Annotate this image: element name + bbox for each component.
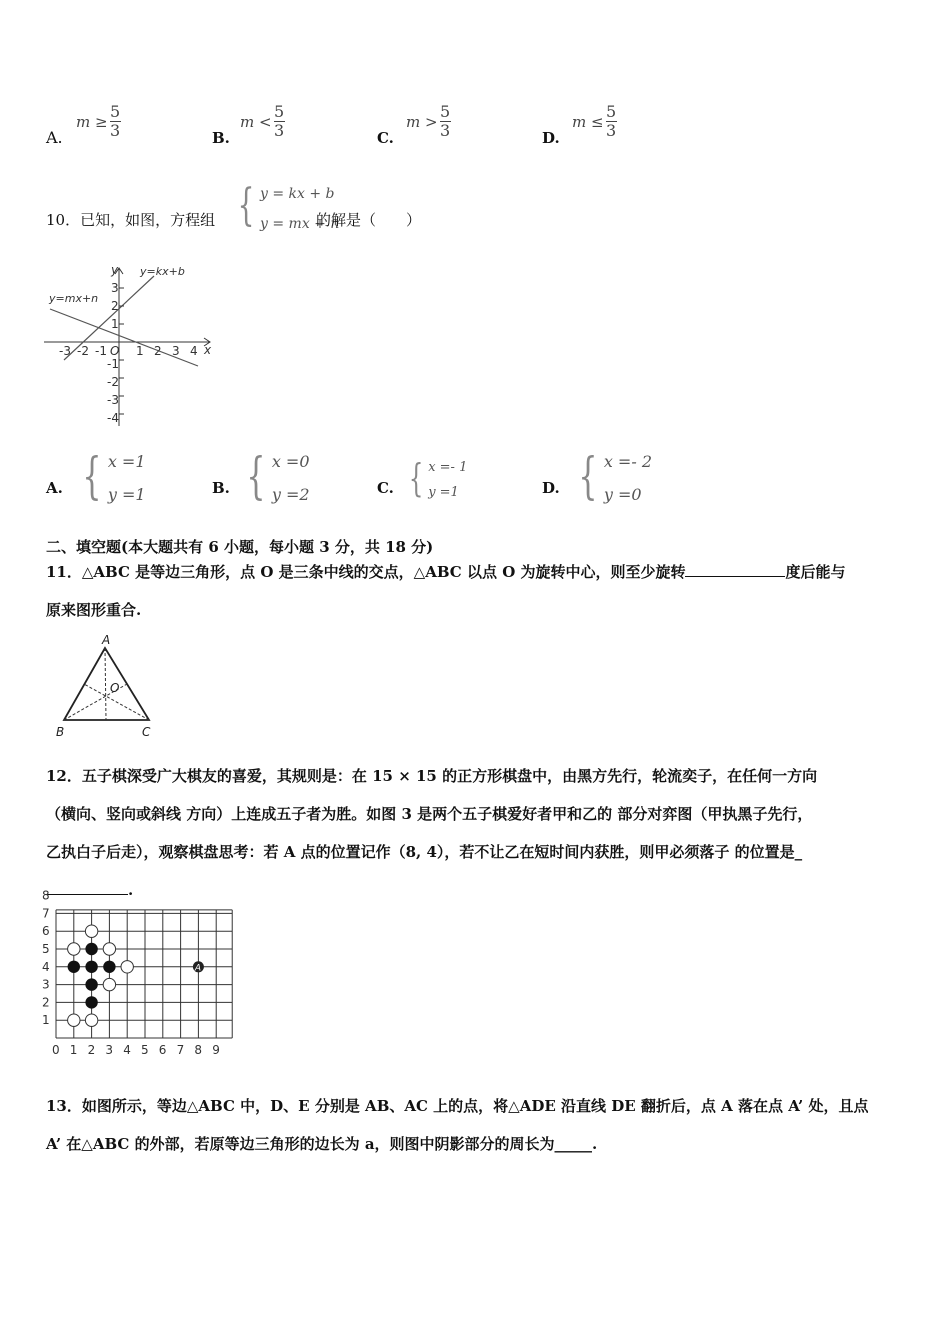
q9-option-a-letter: A. (46, 128, 63, 147)
q10-option-a-l1: x =1 (107, 452, 146, 471)
black-stone (85, 943, 97, 955)
q10-option-c-l2: y =1 (428, 485, 459, 500)
q10-option-c (404, 456, 468, 500)
x-tick: 2 (154, 344, 162, 358)
origin-label: O (110, 344, 120, 358)
brace-icon: { (82, 447, 102, 505)
board-row-label: 3 (42, 977, 50, 992)
q11-line1-b: 度后能与 (785, 563, 846, 581)
q9-option-a-lhs: m ≥ (76, 112, 108, 131)
q12-line1: 12．五子棋深受广大棋友的喜爱，其规则是：在 15 × 15 的正方形棋盘中，由黑方先行，轮流奕子，在任何一方向 (46, 767, 818, 785)
q10-option-d (572, 447, 652, 505)
board-row-label: 4 (42, 959, 50, 974)
q13-line1: 13．如图所示，等边△ABC 中，D、E 分别是 AB、AC 上的点，将△ADE 沿直线 DE 翻折后，点 A 落在点 A’ 处，且点 (46, 1097, 869, 1115)
white-stone (68, 1014, 80, 1026)
x-tick: 1 (136, 344, 144, 358)
black-stone (85, 996, 97, 1008)
q10-eq1: y = kx + b (260, 186, 335, 202)
gomoku-board (38, 888, 244, 1080)
board-col-label: 4 (123, 1043, 131, 1057)
white-stone (103, 978, 115, 990)
q9-option-a-den: 3 (109, 121, 121, 140)
q12-line2: （横向、竖向或斜线 方向）上连成五子者为胜。如图 3 是两个五子棋爱好者甲和乙的 部分对弈图（甲执黑子先行， (46, 805, 813, 823)
y-tick: -3 (107, 393, 119, 407)
board-col-label: 9 (212, 1043, 220, 1057)
y-tick: 3 (111, 281, 119, 295)
x-tick: 3 (172, 344, 180, 358)
point-a-label: A (194, 963, 202, 974)
q10-option-c-l1: x =- 1 (428, 460, 468, 475)
q9-option-c-num: 5 (439, 102, 451, 121)
q9-option-b-den: 3 (273, 121, 285, 140)
black-stone (85, 978, 97, 990)
q12-line3: 乙执白子后走），观察棋盘思考：若 A 点的位置记作（8, 4），若不让乙在短时间内获胜，则甲必须落子 的位置是_ (46, 843, 803, 861)
white-stone (68, 943, 80, 955)
q9-option-c (406, 103, 451, 140)
q9-option-c-den: 3 (439, 121, 451, 140)
q10-option-a-l2: y =1 (107, 485, 146, 504)
y-tick: 2 (111, 299, 119, 313)
x-tick: 4 (190, 344, 198, 358)
y-tick: -2 (107, 375, 119, 389)
q10-option-d-letter: D. (542, 479, 560, 497)
triangle-abc (64, 648, 149, 720)
q11-line1 (46, 562, 846, 582)
section-title: 二、填空题(本大题共有 6 小题，每小题 3 分，共 18 分) (46, 538, 434, 556)
q10-option-a (76, 447, 146, 505)
q9-option-c-letter: C. (377, 129, 394, 147)
black-stone (103, 961, 115, 973)
q10-option-c-letter: C. (377, 479, 394, 497)
white-stone (85, 925, 97, 937)
y-tick: 1 (111, 317, 119, 331)
q9-option-b-lhs: m < (240, 112, 272, 131)
q10-suffix: 的解是（ ） (316, 211, 422, 229)
board-row-label: 8 (42, 888, 50, 903)
axis-x-label: x (204, 343, 212, 357)
q10-option-a-letter: A. (46, 479, 63, 497)
q10-option-b-l2: y =2 (271, 485, 310, 504)
black-stone (68, 961, 80, 973)
q11-line2: 原来图形重合. (46, 601, 142, 619)
q10-eq2: y = mx + n (260, 216, 340, 232)
q9-option-d-den: 3 (605, 121, 617, 140)
q9-option-c-lhs: m > (406, 112, 438, 131)
label-kx-b: y=kx+b (140, 265, 185, 278)
board-row-label: 1 (42, 1013, 50, 1028)
q9-option-d-num: 5 (605, 102, 617, 121)
white-stone (121, 961, 133, 973)
black-stone (85, 961, 97, 973)
q9-option-b-num: 5 (273, 102, 285, 121)
q9-option-b-letter: B. (212, 129, 230, 147)
y-tick: -4 (107, 411, 119, 425)
y-tick: -1 (107, 357, 119, 371)
q10-option-d-l2: y =0 (603, 485, 642, 504)
q11-line1-a: 11．△ABC 是等边三角形，点 O 是三条中线的交点，△ABC 以点 O 为旋转中心，则至少旋转 (46, 563, 686, 581)
board-col-label: 6 (158, 1043, 167, 1057)
brace-icon: { (578, 447, 598, 505)
x-tick: -1 (95, 344, 107, 358)
axis-y-label: y (111, 263, 119, 277)
q10-option-b (240, 447, 310, 505)
q10-option-d-l1: x =- 2 (603, 452, 652, 471)
board-row-label: 6 (42, 924, 50, 939)
label-mx-n: y=mx+n (49, 292, 99, 305)
board-col-label: 7 (176, 1043, 185, 1057)
q9-option-a (76, 103, 121, 140)
brace-icon: { (246, 447, 266, 505)
q10-option-b-l1: x =0 (271, 452, 310, 471)
center-o-label: O (110, 681, 120, 695)
answer-blank[interactable] (46, 880, 128, 895)
white-stone (103, 943, 115, 955)
board-col-label: 8 (194, 1043, 203, 1057)
board-col-label: 0 (52, 1043, 60, 1057)
board-row-label: 7 (42, 906, 50, 921)
q13-line2: A’ 在△ABC 的外部，若原等边三角形的边长为 a，则图中阴影部分的周长为_____. (46, 1135, 598, 1153)
board-col-label: 1 (69, 1043, 78, 1057)
brace-icon: { (408, 456, 424, 500)
answer-blank[interactable] (685, 562, 785, 577)
board-col-label: 3 (105, 1043, 114, 1057)
brace-icon: { (237, 180, 255, 231)
board-row-label: 5 (42, 942, 50, 956)
q9-option-d-lhs: m ≤ (572, 112, 604, 131)
x-tick: -3 (59, 344, 71, 358)
board-row-label: 2 (42, 995, 50, 1010)
q10-graph (40, 258, 220, 430)
vertex-b-label: B (56, 725, 65, 739)
q10-prefix: 10．已知，如图，方程组 (46, 211, 216, 229)
q9-option-b (240, 103, 285, 140)
q9-option-d (572, 103, 617, 140)
white-stone (85, 1014, 97, 1026)
vertex-c-label: C (142, 725, 151, 739)
x-tick: -2 (77, 344, 89, 358)
board-col-label: 2 (87, 1043, 96, 1057)
q11-triangle-figure (50, 632, 160, 742)
q9-option-d-letter: D. (542, 129, 560, 147)
vertex-a-label: A (102, 633, 111, 647)
q10-option-b-letter: B. (212, 479, 230, 497)
q12-line4: . (46, 880, 133, 900)
board-col-label: 5 (141, 1043, 149, 1057)
q9-option-a-num: 5 (109, 102, 121, 121)
